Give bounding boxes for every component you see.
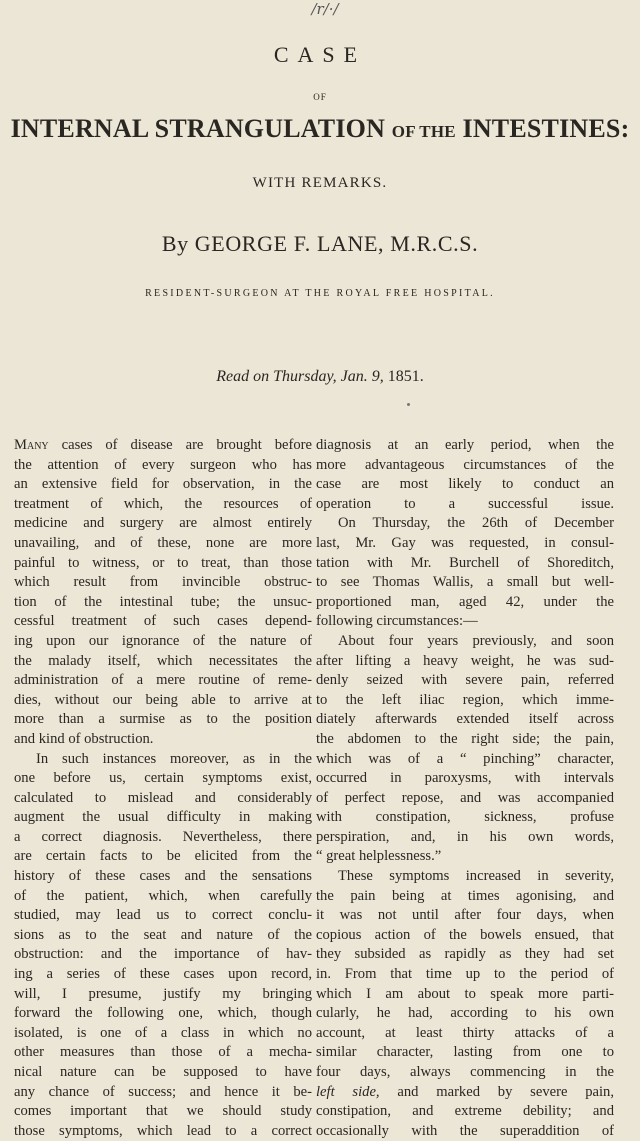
text-line: account, at least thirty attacks of a: [316, 1024, 614, 1041]
text-line: the pain being at times agonising, and: [316, 887, 614, 904]
title-part1: INTERNAL STRANGULATION: [10, 114, 392, 143]
text-line: obstruction: and the importance of hav-: [14, 946, 312, 963]
text-line: it was not until after four days, when: [316, 907, 614, 924]
text-line: history of these cases and the sensations: [14, 868, 312, 885]
text-line: sions as to the seat and nature of the: [14, 926, 312, 943]
text-line: painful to witness, or to treat, than those: [14, 554, 312, 571]
text-line: to the left iliac region, which imme-: [316, 691, 614, 708]
text-line: tation with Mr. Burchell of Shoreditch,: [316, 554, 614, 571]
text-line: calculated to mislead and considerably: [14, 789, 312, 806]
text-line: those symptoms, which lead to a correct: [14, 1122, 312, 1139]
text-line: any chance of success; and hence it be-: [14, 1083, 312, 1100]
text-line: augment the usual difficulty in making: [14, 809, 312, 826]
text-line: which was of a “ pinching” character,: [316, 750, 614, 767]
text-line: similar character, lasting from one to: [316, 1044, 614, 1061]
text-line: in. From that time up to the period of: [316, 966, 614, 983]
text-line: are certain facts to be elicited from the: [14, 848, 312, 865]
text-line: administration of a mere routine of reme-: [14, 672, 312, 689]
text-line: ing upon our ignorance of the nature of: [14, 632, 312, 649]
line-text: In such instances moreover, as in the: [36, 750, 312, 767]
text-line: [14, 730, 312, 750]
text-line: after lifting a heavy weight, he was sud-: [316, 652, 614, 669]
text-line: [316, 514, 614, 534]
title-of-the: OF THE: [391, 122, 456, 141]
text-line: treatment of which, the resources of: [14, 495, 312, 512]
text-line: comes important that we should study: [14, 1103, 312, 1120]
text-line: the abdomen to the right side; the pain,: [316, 730, 614, 747]
text-line: unavailing, and of these, none are more: [14, 534, 312, 551]
case-heading: CASE: [273, 42, 367, 67]
text-line: cessful treatment of such cases depend-: [14, 613, 312, 630]
line-text: following circumstances:—: [316, 613, 478, 630]
text-line: proportioned man, aged 42, under the: [316, 593, 614, 610]
line-text: and kind of obstruction.: [14, 730, 154, 747]
text-line: studied, may lead us to correct conclu-: [14, 907, 312, 924]
text-line: isolated, is one of a class in which no: [14, 1024, 312, 1041]
text-line: copious action of the bowels ensued, that: [316, 926, 614, 943]
text-line: of perfect repose, and was accompanied: [316, 789, 614, 806]
line-text: and marked by severe pain,: [379, 1083, 614, 1100]
read-date-italic: Read on Thursday, Jan. 9,: [216, 368, 384, 385]
read-date: [0, 368, 640, 386]
text-line: an extensive field for observation, in the: [14, 476, 312, 493]
text-line: perspiration, and, in his own words,: [316, 828, 614, 845]
author-name: GEORGE F. LANE, M.R.C.S.: [194, 231, 479, 256]
text-line: one before us, certain symptoms exist,: [14, 770, 312, 787]
line-text: About four years previously, and soon: [338, 632, 614, 649]
text-line: to see Thomas Wallis, a small but well-: [316, 574, 614, 591]
text-line: [316, 612, 614, 632]
italic-lead: left side,: [316, 1083, 380, 1100]
text-line: which I am about to speak more parti-: [316, 985, 614, 1002]
left-column: [14, 436, 312, 1141]
title-part2: INTESTINES:: [455, 114, 630, 143]
text-line: the attention of every surgeon who has: [14, 456, 312, 473]
text-line: [316, 867, 614, 887]
right-column: [316, 436, 614, 1141]
of-heading: OF: [313, 92, 327, 102]
text-line: [14, 750, 312, 770]
text-line: they subsided as rapidly as they had set: [316, 946, 614, 963]
text-line: occurred in paroxysms, with intervals: [316, 770, 614, 787]
text-line: last, Mr. Gay was requested, in consul-: [316, 534, 614, 551]
text-line: the malady itself, which necessitates the: [14, 652, 312, 669]
text-line: with constipation, sickness, profuse: [316, 809, 614, 826]
stray-dot: [407, 403, 410, 406]
text-line: of the patient, which, when carefully: [14, 887, 312, 904]
text-line: diately afterwards extended itself across: [316, 711, 614, 728]
text-line: more advantageous circumstances of the: [316, 456, 614, 473]
text-line: [316, 632, 614, 652]
text-line: operation to a successful issue.: [316, 495, 614, 512]
text-line: occasionally with the superaddition of: [316, 1122, 614, 1139]
text-line: nical nature can be supposed to have: [14, 1064, 312, 1080]
text-line: more than a surmise as to the position: [14, 711, 312, 728]
line-text: On Thursday, the 26th of December: [338, 515, 614, 532]
text-line: denly seized with severe pain, referred: [316, 672, 614, 689]
text-line: forward the following one, which, though: [14, 1005, 312, 1022]
text-line: will, I presume, justify my bringing: [14, 985, 312, 1002]
text-line: other measures than those of a mecha-: [14, 1044, 312, 1061]
text-line: which result from invincible obstruc-: [14, 574, 312, 591]
text-line: a correct diagnosis. Nevertheless, there: [14, 828, 312, 845]
text-line: [14, 436, 312, 456]
line-text: “ great helplessness.”: [316, 848, 442, 865]
text-line: four days, always commencing in the: [316, 1064, 614, 1080]
line-text: These symptoms increased in severity,: [338, 868, 614, 885]
text-line: ing a series of these cases upon record,: [14, 966, 312, 983]
text-line: tion of the intestinal tube; the unsuc-: [14, 593, 312, 610]
text-line: diagnosis at an early period, when the: [316, 437, 614, 453]
text-line: medicine and surgery are almost entirely: [14, 515, 312, 532]
lead-word: Many: [14, 437, 49, 453]
line-text: cases of disease are brought before: [48, 437, 312, 453]
text-line: cularly, he had, according to his own: [316, 1005, 614, 1022]
author-line: [0, 231, 640, 257]
text-line: constipation, and extreme debility; and: [316, 1103, 614, 1120]
author-position: RESIDENT-SURGEON AT THE ROYAL FREE HOSPITAL.: [145, 288, 495, 299]
by-word: By: [161, 231, 189, 256]
text-line: [316, 1083, 614, 1103]
text-line: dies, without our being able to arrive at: [14, 691, 312, 708]
main-title: [8, 114, 632, 144]
handwritten-mark: /r/·/: [311, 0, 339, 18]
text-line: case are most likely to conduct an: [316, 476, 614, 493]
text-line: [316, 847, 614, 867]
subtitle-remarks: WITH REMARKS.: [252, 175, 388, 191]
read-year: 1851.: [387, 368, 424, 385]
